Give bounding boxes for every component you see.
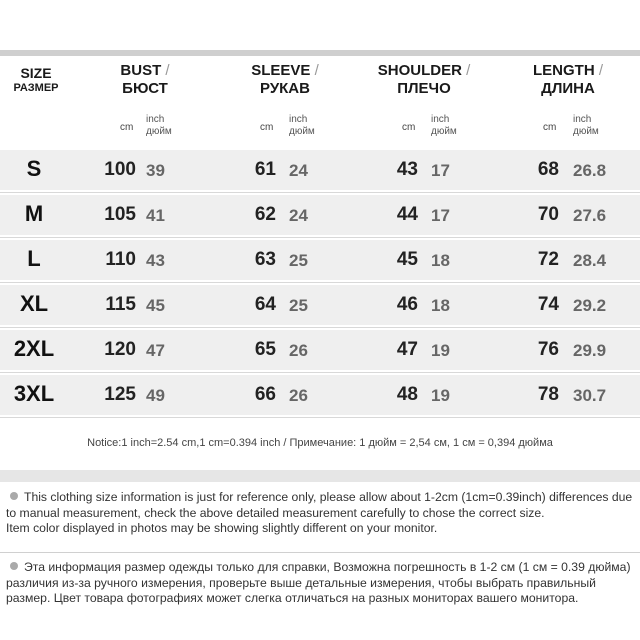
size-label: 2XL [13,336,55,361]
header-slash: / [165,62,170,79]
sleeve-inch-value: 26 [289,386,308,405]
shoulder-inch-value: 18 [431,251,450,270]
shoulder-cm-value: 46 [396,294,418,315]
sleeve-cm-value: 64 [254,294,276,315]
length-inch-value: 30.7 [573,386,607,405]
sleeve-cm-value: 65 [254,339,276,360]
header-size [8,66,64,96]
top-band [0,0,640,50]
row-divider [0,237,640,238]
size-label: M [24,201,44,226]
header-slash: / [598,62,603,79]
bust-inch-value: 49 [146,386,165,405]
note-russian-text: Эта информация размер одежды только для справки, Возможна погрешность в 1-2 см (1 см = 0.39 дюйма) различия из-за ручного измерения, проверьте выше детальные измерения, чтобы выбрать правильный размер. Цвет товара фотографиях может слегка отличаться на разных мониторах вашего монитора. [6,560,631,605]
bust-cm-value: 125 [104,384,136,405]
bust-inch-value: 41 [146,206,165,225]
sleeve-inch-value: 26 [289,341,308,360]
unit-inch-en: inch [431,114,450,125]
length-inch-value: 29.2 [573,296,607,315]
shoulder-inch-value: 19 [431,386,450,405]
row-divider [0,372,640,373]
header-size-ru: РАЗМЕР [13,82,59,94]
sleeve-cm-value: 63 [254,249,276,270]
length-inch-value: 28.4 [573,251,607,270]
note-russian [6,560,634,607]
unit-inch-ru: дюйм [289,126,315,137]
header-sleeve-ru: РУКАВ [260,80,310,97]
note-english-text: This clothing size information is just for reference only, please allow about 1-2cm (1cm=0.39inch) differences due to manual measurement, check the above detailed measurement carefully to chose the correct size. [6,490,633,520]
bust-cm-value: 120 [104,339,136,360]
note-english [6,490,634,537]
header-sleeve-en: SLEEVE [251,62,311,79]
length-units [0,114,640,142]
length-inch-value: 29.9 [573,341,607,360]
length-cm-value: 76 [537,339,559,360]
bullet-icon [10,492,18,500]
header-rule [0,50,640,56]
unit-inch-en: inch [573,114,592,125]
size-label: L [27,246,41,271]
unit-inch-ru: дюйм [573,126,599,137]
bust-inch-value: 39 [146,161,165,180]
unit-inch-en: inch [146,114,165,125]
header-shoulder-ru: ПЛЕЧО [397,80,451,97]
shoulder-cm-value: 48 [396,384,418,405]
row-divider [0,282,640,283]
note-english-color: Item color displayed in photos may be showing slightly different on your monitor. [6,521,438,535]
shoulder-inch-value: 19 [431,341,450,360]
bullet-icon [10,562,18,570]
length-cm-value: 68 [537,159,559,180]
sleeve-inch-value: 25 [289,251,308,270]
unit-inch [573,114,599,138]
shoulder-cm-value: 45 [396,249,418,270]
header-sleeve [240,62,330,98]
unit-inch-ru: дюйм [146,126,172,137]
header-slash: / [314,62,319,79]
length-inch-value: 26.8 [573,161,607,180]
shoulder-inch-value: 17 [431,206,450,225]
length-inch-value: 27.6 [573,206,607,225]
shoulder-inch-value: 18 [431,296,450,315]
sleeve-inch-value: 24 [289,161,308,180]
row-divider [0,192,640,193]
unit-notice: Notice:1 inch=2.54 cm,1 cm=0.394 inch / Примечание: 1 дюйм = 2,54 см, 1 см = 0,394 дюйма [87,437,553,449]
header-slash: / [466,62,471,79]
row-divider [0,327,640,328]
shoulder-inch-value: 17 [431,161,450,180]
bust-cm-value: 105 [104,204,136,225]
bust-cm-value: 115 [105,294,136,315]
bust-cm-value: 100 [104,159,136,180]
length-cm-value: 78 [537,384,559,405]
length-cm-value: 74 [537,294,559,315]
header-bust [100,62,190,98]
size-label: 3XL [13,381,55,406]
sleeve-cm-value: 62 [254,204,276,225]
sleeve-inch-value: 24 [289,206,308,225]
divider [0,552,640,553]
unit-cm: cm [260,122,274,133]
header-shoulder-en: SHOULDER [377,62,462,79]
header-bust-ru: БЮСТ [122,80,168,97]
sleeve-cm-value: 61 [254,159,276,180]
size-label: S [26,156,42,181]
shoulder-cm-value: 44 [396,204,418,225]
header-size-en: SIZE [20,65,52,81]
unit-cm: cm [120,122,134,133]
unit-inch-ru: дюйм [431,126,457,137]
shoulder-cm-value: 47 [396,339,418,360]
bust-cm-value: 110 [105,249,136,270]
sleeve-inch-value: 25 [289,296,308,315]
unit-inch-en: inch [289,114,308,125]
bust-inch-value: 45 [146,296,165,315]
unit-cm: cm [402,122,416,133]
bust-inch-value: 43 [146,251,165,270]
header-shoulder [368,62,480,98]
row-divider [0,417,640,418]
header-length [522,62,614,98]
unit-cm: cm [543,122,557,133]
length-cm-value: 72 [537,249,559,270]
bust-inch-value: 47 [146,341,165,360]
header-length-ru: ДЛИНА [541,80,595,97]
header-bust-en: BUST [120,62,162,79]
header-length-en: LENGTH [532,62,595,79]
size-label: XL [19,291,49,316]
notice-band [0,470,640,482]
shoulder-cm-value: 43 [396,159,418,180]
length-cm-value: 70 [537,204,559,225]
sleeve-cm-value: 66 [254,384,276,405]
